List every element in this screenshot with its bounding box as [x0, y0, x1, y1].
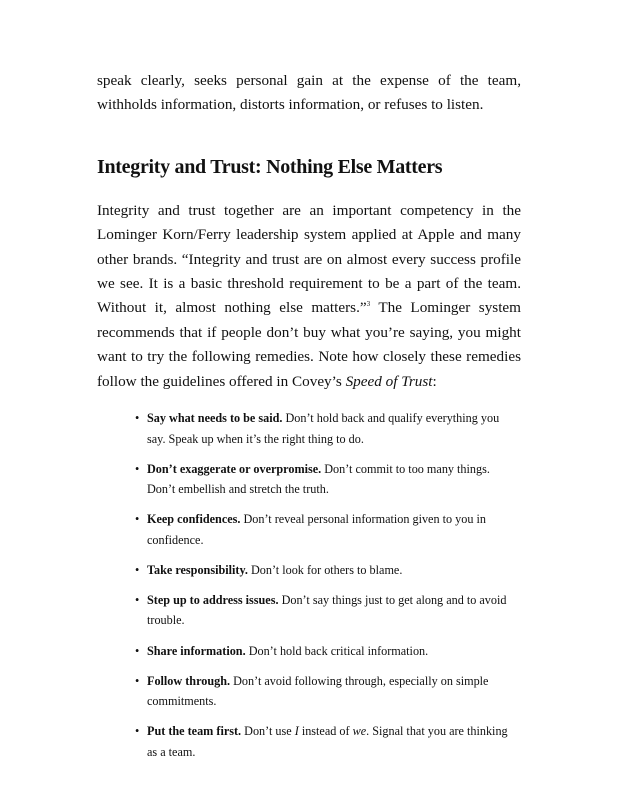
list-item	[135, 509, 519, 550]
remedy-lead: Take responsibility.	[147, 562, 248, 577]
remedy-text: Don’t reveal personal information given to you in confidence.	[147, 512, 486, 547]
list-item	[135, 590, 519, 631]
footnote-marker: 3	[366, 300, 371, 309]
remedies-list	[97, 408, 521, 762]
body-text-part2: The Lominger system recommends that if people don’t buy what you’re saying, you might want to try the following remedies. Note how closely these remedies follow the guidelines offered in Covey’s	[97, 299, 521, 390]
remedy-text-c: . Signal that you are thinking as a team.	[147, 724, 508, 759]
remedy-lead: Keep confidences.	[147, 512, 241, 527]
remedy-text-a: Don’t use	[241, 724, 295, 739]
bullet: •	[135, 461, 140, 476]
bullet: •	[135, 643, 140, 658]
remedy-text: Don’t avoid following through, especially on simple commitments.	[147, 673, 489, 709]
list-item	[135, 721, 519, 762]
intro-paragraph: speak clearly, seeks personal gain at the expense of the team, withholds information, distorts information, or refuses to listen.	[97, 72, 521, 114]
book-title: Speed of Trust	[345, 372, 433, 390]
remedy-text: Don’t hold back and qualify everything you say. Speak up when it’s the right thing to do.	[147, 411, 500, 446]
body-paragraph	[97, 199, 521, 394]
bullet: •	[135, 411, 140, 426]
remedy-lead: Step up to address issues.	[147, 592, 279, 607]
remedy-text: Don’t say things just to get along and to avoid trouble.	[147, 592, 507, 628]
document-page	[97, 69, 521, 772]
bullet: •	[135, 512, 140, 527]
remedy-text: Don’t look for others to blame.	[247, 562, 403, 577]
remedy-emphasis-i: I	[294, 724, 299, 739]
remedy-lead: Put the team first.	[147, 724, 242, 739]
bullet: •	[135, 673, 140, 688]
bullet: •	[135, 562, 140, 577]
remedy-lead: Share information.	[147, 643, 246, 658]
remedy-text-b: instead of	[298, 724, 353, 739]
remedy-text: Don’t hold back critical information.	[245, 643, 429, 658]
body-text-part1: Integrity and trust together are an important competency in the Lominger Korn/Ferry leadership system applied at Apple and many other brands. “Integrity and trust are on almost every success profile we see. It is a basic threshold requirement to be a part of the team. Without it, almost nothing else matters.”	[97, 201, 521, 317]
remedy-lead: Don’t exaggerate or overpromise.	[147, 461, 322, 476]
section-heading: Integrity and Trust: Nothing Else Matters	[97, 155, 443, 178]
bullet: •	[135, 592, 140, 607]
list-item	[135, 408, 519, 449]
list-item	[135, 560, 519, 581]
body-text-part3: :	[432, 372, 437, 390]
remedy-emphasis-we: we	[352, 724, 367, 739]
list-item	[135, 671, 519, 712]
list-item	[135, 641, 519, 662]
remedy-text: Don’t commit to too many things. Don’t embellish and stretch the truth.	[147, 461, 490, 497]
remedy-lead: Say what needs to be said.	[147, 411, 283, 426]
remedy-lead: Follow through.	[147, 673, 231, 688]
bullet: •	[135, 724, 140, 739]
list-item	[135, 459, 519, 500]
